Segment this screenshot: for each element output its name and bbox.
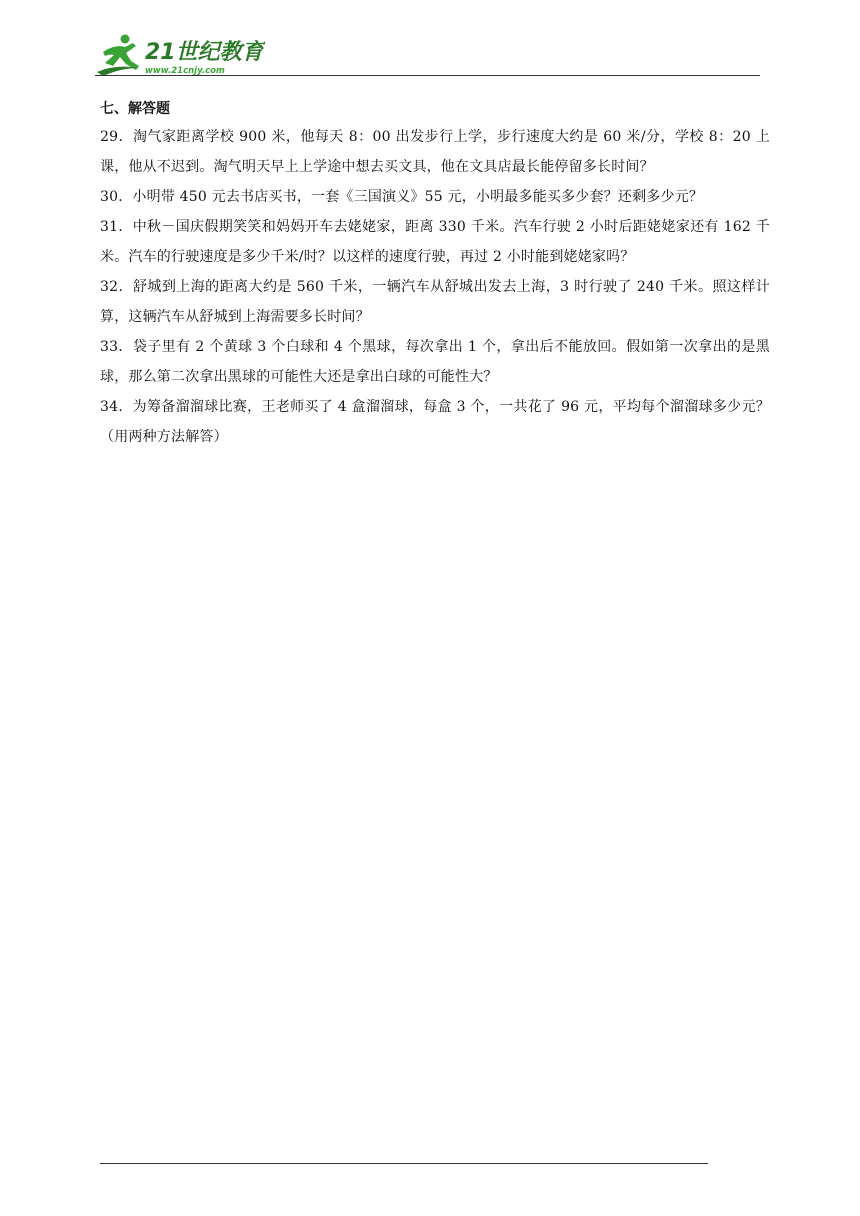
question-33: 33．袋子里有 2 个黄球 3 个白球和 4 个黑球，每次拿出 1 个，拿出后不能放回。假如第一次拿出的是黑球，那么第二次拿出黑球的可能性大还是拿出白球的可能性大？	[100, 339, 770, 385]
header-rule	[95, 75, 760, 76]
question-31: 31．中秋－国庆假期笑笑和妈妈开车去姥姥家，距离 330 千米。汽车行驶 2 小时后距姥姥家还有 162 千米。汽车的行驶速度是多少千米/时？以这样的速度行驶，再过 2 小时能到姥姥家吗？	[100, 219, 770, 265]
logo-url: www.21cnjy.com	[145, 66, 225, 76]
section-title: 七、解答题	[100, 101, 170, 117]
question-29: 29．淘气家距离学校 900 米，他每天 8：00 出发步行上学，步行速度大约是 60 米/分，学校 8：20 上课，他从不迟到。淘气明天早上上学途中想去买文具，他在文具店最长能停留多长时间？	[100, 129, 770, 175]
question-34: 34．为筹备溜溜球比赛，王老师买了 4 盒溜溜球，每盒 3 个，一共花了 96 元，平均每个溜溜球多少元？（用两种方法解答）	[100, 399, 770, 445]
document-body	[100, 98, 770, 452]
logo-21cnjy	[95, 30, 265, 78]
question-32: 32．舒城到上海的距离大约是 560 千米，一辆汽车从舒城出发去上海，3 时行驶了 240 千米。照这样计算，这辆汽车从舒城到上海需要多长时间？	[100, 279, 770, 325]
logo-text: 21世纪教育	[145, 40, 264, 65]
page-header	[95, 30, 760, 80]
running-figure-icon	[97, 35, 139, 77]
footer-rule	[100, 1163, 708, 1164]
question-30: 30．小明带 450 元去书店买书，一套《三国演义》55 元，小明最多能买多少套？还剩多少元？	[100, 189, 704, 205]
